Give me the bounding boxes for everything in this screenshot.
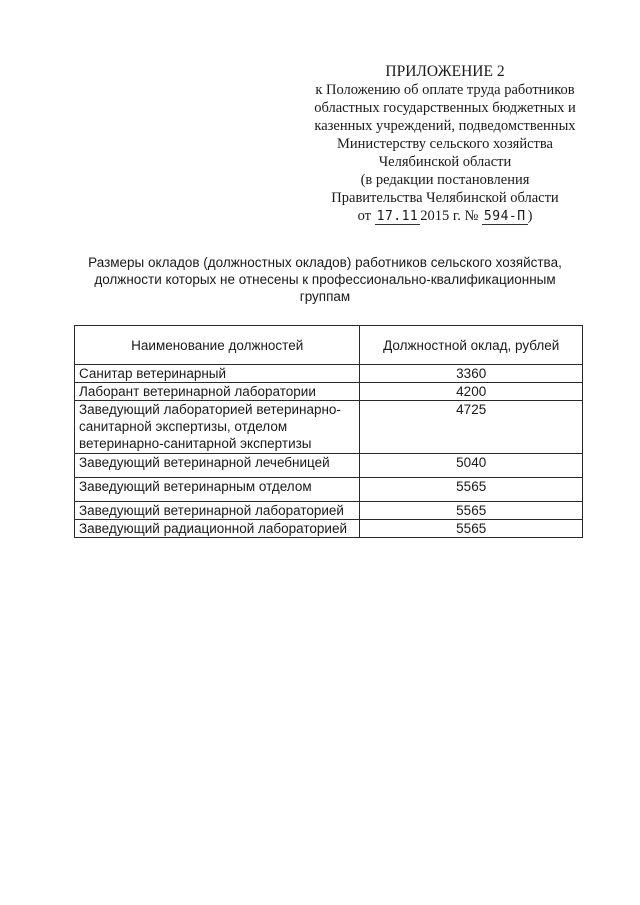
position-name: Заведующий лабораторией ветеринарно-санитарной экспертизы, отделом ветеринарно-санитарной экспертизы	[75, 401, 360, 454]
salary-value: 5565	[360, 478, 583, 502]
appendix-line: Челябинской области	[378, 154, 512, 170]
date-prefix: от	[357, 208, 371, 224]
salary-table	[74, 325, 583, 538]
salary-value: 5565	[360, 502, 583, 520]
table-row	[75, 365, 583, 383]
appendix-line: к Положению об оплате труда работников	[315, 82, 575, 98]
salary-value: 5040	[360, 454, 583, 478]
position-name: Заведующий радиационной лабораторией	[75, 520, 360, 538]
appendix-line: (в редакции постановления	[360, 172, 530, 188]
table-row	[75, 401, 583, 454]
date-year: 2015 г. №	[420, 208, 479, 224]
table-row	[75, 454, 583, 478]
appendix-line: областных государственных бюджетных и	[314, 100, 576, 116]
table-row	[75, 502, 583, 520]
salary-value: 4725	[360, 401, 583, 454]
salary-value: 4200	[360, 383, 583, 401]
position-name: Санитар ветеринарный	[75, 365, 360, 383]
date-suffix: )	[527, 208, 533, 224]
heading-line: Размеры окладов (должностных окладов) работников сельского хозяйства,	[88, 255, 562, 270]
position-name: Заведующий ветеринарной лечебницей	[75, 454, 360, 478]
position-name: Заведующий ветеринарной лабораторией	[75, 502, 360, 520]
heading-line: должности которых не отнесены к профессионально-квалификационным	[94, 272, 556, 287]
appendix-header	[300, 63, 590, 226]
heading-line: группам	[299, 289, 351, 304]
table-row	[75, 383, 583, 401]
appendix-title: ПРИЛОЖЕНИЕ 2	[385, 63, 505, 80]
appendix-line: Правительства Челябинской области	[331, 190, 559, 206]
appendix-line: Министерству сельского хозяйства	[337, 136, 553, 152]
date-day: 17.11	[376, 209, 419, 224]
position-name: Заведующий ветеринарным отделом	[75, 478, 360, 502]
resolution-date-line	[300, 207, 590, 226]
salary-value: 5565	[360, 520, 583, 538]
column-header-salary: Должностной оклад, рублей	[360, 326, 583, 365]
table-heading	[60, 254, 590, 305]
table-row	[75, 478, 583, 502]
appendix-line: казенных учреждений, подведомственных	[314, 118, 576, 134]
resolution-number: 594-П	[483, 209, 526, 224]
salary-value: 3360	[360, 365, 583, 383]
position-name: Лаборант ветеринарной лаборатории	[75, 383, 360, 401]
table-header-row	[75, 326, 583, 365]
column-header-position: Наименование должностей	[75, 326, 360, 365]
table-row	[75, 520, 583, 538]
